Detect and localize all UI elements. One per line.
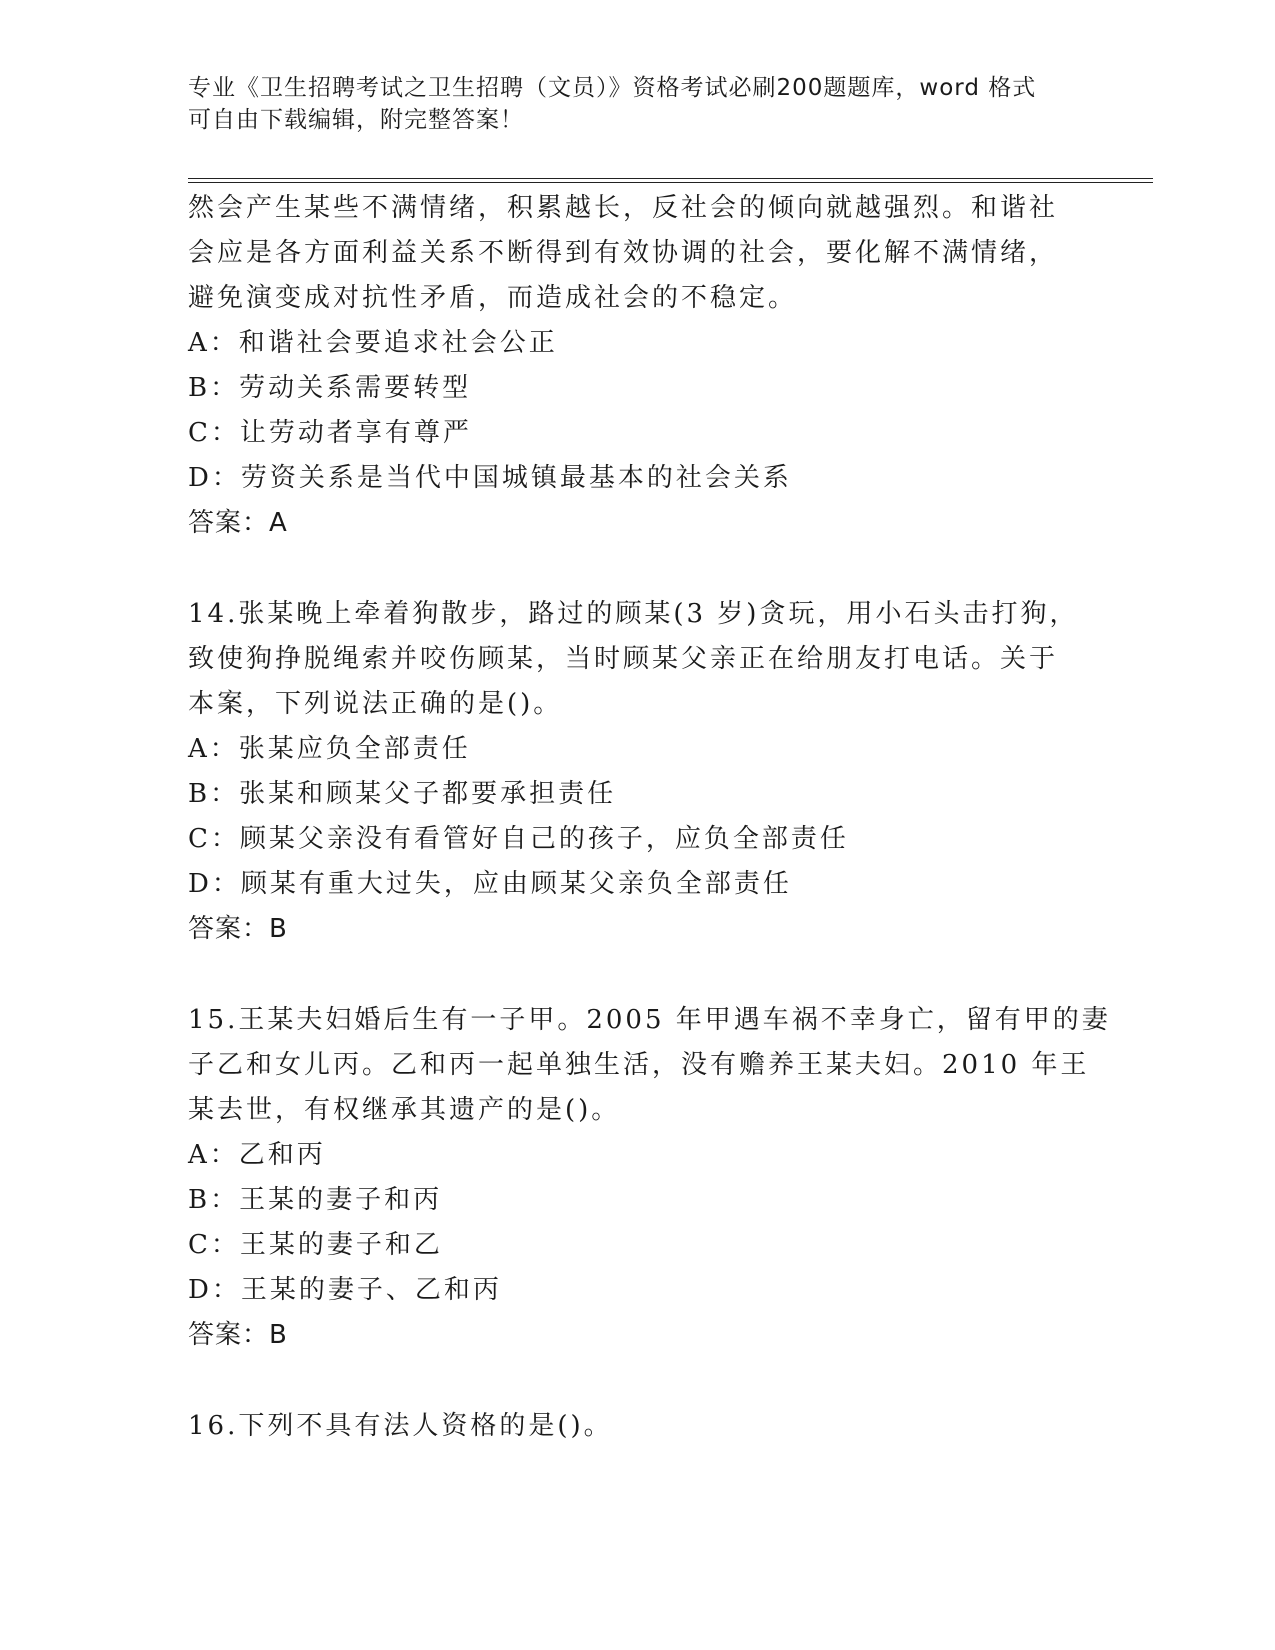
option-b: B：劳动关系需要转型 bbox=[188, 373, 472, 403]
header-divider-top bbox=[188, 178, 1153, 179]
answer-line: 答案：B bbox=[188, 1320, 288, 1350]
question-text-line: 某去世，有权继承其遗产的是()。 bbox=[188, 1095, 621, 1125]
question-text-line: 会应是各方面利益关系不断得到有效协调的社会，要化解不满情绪， bbox=[188, 238, 1059, 268]
option-c: C：顾某父亲没有看管好自己的孩子，应负全部责任 bbox=[188, 824, 849, 854]
spacer bbox=[188, 546, 1088, 592]
document-header bbox=[188, 72, 1068, 136]
option-b: B：张某和顾某父子都要承担责任 bbox=[188, 779, 617, 809]
question-text-line: 16.下列不具有法人资格的是()。 bbox=[188, 1411, 613, 1441]
option-d: D：王某的妻子、乙和丙 bbox=[188, 1275, 502, 1305]
question-text-line: 14.张某晚上牵着狗散步，路过的顾某(3 岁)贪玩，用小石头击打狗， bbox=[188, 599, 1079, 629]
header-line-2: 可自由下载编辑，附完整答案！ bbox=[188, 107, 524, 133]
answer-line: 答案：A bbox=[188, 508, 288, 538]
answer-line: 答案：B bbox=[188, 914, 288, 944]
option-d: D：劳资关系是当代中国城镇最基本的社会关系 bbox=[188, 463, 792, 493]
option-a: A：和谐社会要追求社会公正 bbox=[188, 328, 558, 358]
question-13-continued bbox=[188, 186, 1088, 546]
option-a: A：张某应负全部责任 bbox=[188, 734, 471, 764]
question-text-line: 本案，下列说法正确的是()。 bbox=[188, 689, 563, 719]
question-text-line: 致使狗挣脱绳索并咬伤顾某，当时顾某父亲正在给朋友打电话。关于 bbox=[188, 644, 1059, 674]
option-b: B：王某的妻子和丙 bbox=[188, 1185, 443, 1215]
question-16 bbox=[188, 1404, 1088, 1449]
question-text-line: 15.王某夫妇婚后生有一子甲。2005 年甲遇车祸不幸身亡，留有甲的妻 bbox=[188, 1005, 1111, 1035]
option-c: C：王某的妻子和乙 bbox=[188, 1230, 443, 1260]
spacer bbox=[188, 952, 1088, 998]
header-divider-bottom bbox=[188, 182, 1153, 183]
question-text-line: 避免演变成对抗性矛盾，而造成社会的不稳定。 bbox=[188, 283, 798, 313]
question-15 bbox=[188, 998, 1111, 1358]
question-14 bbox=[188, 592, 1088, 952]
option-c: C：让劳动者享有尊严 bbox=[188, 418, 472, 448]
spacer bbox=[188, 1358, 1088, 1404]
question-text-line: 子乙和女儿丙。乙和丙一起单独生活，没有赡养王某夫妇。2010 年王 bbox=[188, 1050, 1090, 1080]
header-line-1: 专业《卫生招聘考试之卫生招聘（文员）》资格考试必刷200题题库，word 格式 bbox=[188, 75, 1037, 101]
question-text-line: 然会产生某些不满情绪，积累越长，反社会的倾向就越强烈。和谐社 bbox=[188, 193, 1059, 223]
option-d: D：顾某有重大过失，应由顾某父亲负全部责任 bbox=[188, 869, 792, 899]
question-content bbox=[188, 186, 1111, 1449]
option-a: A：乙和丙 bbox=[188, 1140, 326, 1170]
